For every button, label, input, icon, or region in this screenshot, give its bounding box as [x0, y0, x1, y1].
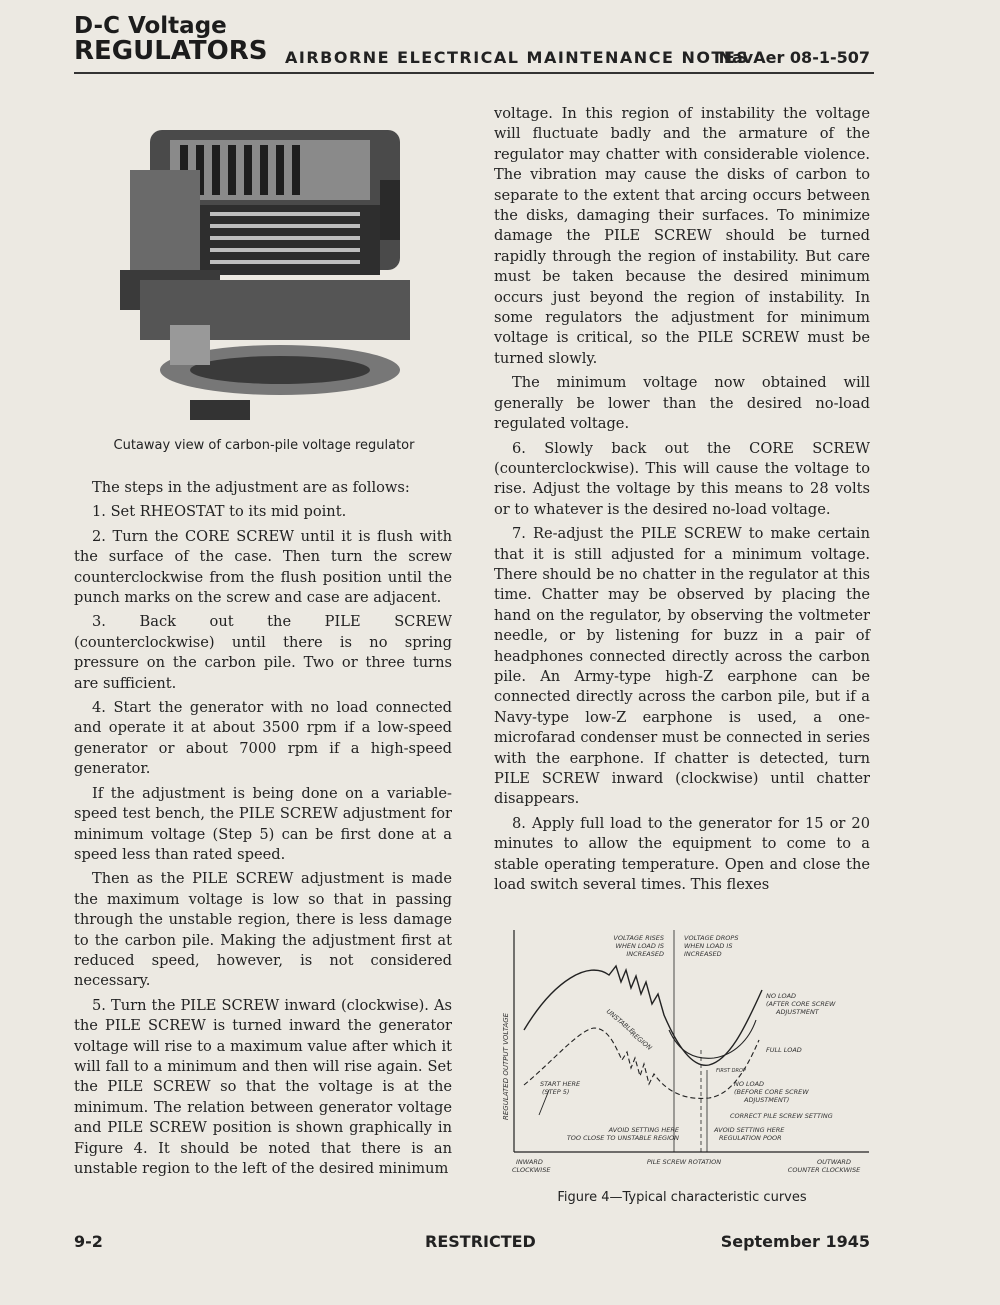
- voltage-drops-label: INCREASED: [684, 950, 722, 958]
- voltage-drops-label: VOLTAGE DROPS: [684, 934, 739, 942]
- publication-title: AIRBORNE ELECTRICAL MAINTENANCE NOTES: [285, 48, 750, 67]
- full-load-curve: [669, 1020, 756, 1058]
- paragraph: 2. Turn the CORE SCREW until it is flush with the surface of the case. Then turn the screw counterclockwise from the flush position until the punch marks on the screw and case are adjacent.: [74, 527, 452, 607]
- page-number: 9-2: [74, 1232, 103, 1251]
- section-title-line2: REGULATORS: [74, 36, 268, 66]
- x-left-label: CLOCKWISE: [512, 1166, 551, 1174]
- voltage-drops-label: WHEN LOAD IS: [684, 942, 733, 950]
- document-number: NavAer 08-1-507: [718, 48, 870, 67]
- full-load-label: FULL LOAD: [766, 1046, 802, 1054]
- paragraph: 8. Apply full load to the generator for 15 or 20 minutes to allow the equipment to come to a stable operating temperature. Open and close the load switch several times. This flexes: [494, 814, 870, 894]
- paragraph: If the adjustment is being done on a variable-speed test bench, the PILE SCREW adjustment for minimum voltage (Step 5) can be first done at a speed less than rated speed.: [74, 784, 452, 863]
- no-load-before-label: ADJUSTMENT): [744, 1096, 790, 1104]
- avoid-left-label: AVOID SETTING HERE: [608, 1126, 679, 1134]
- x-right-label: COUNTER CLOCKWISE: [787, 1166, 861, 1174]
- paragraph: 7. Re-adjust the PILE SCREW to make certain that it is still adjusted for a minimum voltage. There should be no chatter in the regulator at this time. Chatter may be observed by placing the hand on the regulator, by observing the voltmeter needle, or by listening for buzz in a pair of headphones connected directly across the carbon pile. An Army-type high-Z earphone can be connected directly across the carbon pile, but if a Navy-type low-Z earphone is used, a one-microfarad condenser must be connected in series with the earphone. If chatter is detected, turn PILE SCREW inward (clockwise) until chatter disappears.: [494, 525, 870, 808]
- classification: RESTRICTED: [425, 1232, 536, 1251]
- paragraph: The minimum voltage now obtained will generally be lower than the desired no-load regulated voltage.: [494, 374, 870, 433]
- voltage-rises-label: WHEN LOAD IS: [615, 942, 664, 950]
- right-column: [494, 104, 870, 899]
- paragraph: The steps in the adjustment are as follows:: [92, 479, 410, 496]
- no-load-after-label: (AFTER CORE SCREW: [766, 1000, 836, 1008]
- header-rule: [74, 72, 874, 74]
- section-title-line1: D-C Voltage: [74, 13, 227, 39]
- x-left-label: INWARD: [516, 1158, 543, 1166]
- unstable-region-label: UNSTABLE: [604, 1007, 636, 1036]
- start-here-label: START HERE: [540, 1080, 581, 1088]
- correct-setting-label: CORRECT PILE SCREW SETTING: [730, 1112, 833, 1120]
- x-right-label: OUTWARD: [817, 1158, 851, 1166]
- paragraph: voltage. In this region of instability the voltage will fluctuate badly and the armature of the regulator may chatter with considerable violence. The vibration may cause the disks of carbon to separate to the extent that arcing occurs between the disks, damaging their surfaces. To minimize damage the PILE SCREW should be turned rapidly through the region of instability. But care must be taken because the desired minimum occurs just beyond the region of instability. In some regulators the adjustment for minimum voltage is critical, so the PILE SCREW must be turned slowly.: [494, 105, 870, 367]
- no-load-before-label: (BEFORE CORE SCREW: [734, 1088, 809, 1096]
- publication-date: September 1945: [720, 1232, 870, 1251]
- voltage-rises-label: VOLTAGE RISES: [613, 934, 664, 942]
- paragraph: 1. Set RHEOSTAT to its mid point.: [92, 503, 347, 521]
- regulator-cutaway-photo: [110, 100, 420, 430]
- paragraph: 6. Slowly back out the CORE SCREW (counterclockwise). This will cause the voltage to rise. Adjust the voltage by this means to 28 volts or to whatever is the desired no-load voltage.: [494, 439, 870, 518]
- no-load-after-curve: [524, 966, 762, 1065]
- no-load-after-label: ADJUSTMENT: [776, 1008, 819, 1016]
- avoid-right-label: AVOID SETTING HERE: [714, 1126, 785, 1134]
- y-axis-label: REGULATED OUTPUT VOLTAGE: [502, 1012, 510, 1120]
- avoid-left-label: TOO CLOSE TO UNSTABLE REGION: [566, 1134, 679, 1142]
- figure4-caption: Figure 4—Typical characteristic curves: [557, 1190, 807, 1205]
- voltage-rises-label: INCREASED: [626, 950, 664, 958]
- unstable-region-label: REGION: [628, 1029, 654, 1052]
- photo-caption: Cutaway view of carbon-pile voltage regulator: [113, 438, 415, 453]
- characteristic-curves-diagram: [494, 920, 874, 1182]
- left-column: [74, 478, 452, 1183]
- no-load-before-label: NO LOAD: [734, 1080, 765, 1088]
- paragraph: 5. Turn the PILE SCREW inward (clockwise). As the PILE SCREW is turned inward the generator voltage will rise to a maximum value after which it will fall to a minimum and then will rise again. Set the PILE SCREW so that the voltage is at the minimum. The relation between generator voltage and PILE SCREW position is shown graphically in Figure 4. It should be noted that there is an unstable region to the left of the desired minimum: [74, 996, 452, 1177]
- x-axis-label: PILE SCREW ROTATION: [646, 1158, 722, 1166]
- section-title: [74, 14, 268, 64]
- paragraph: Then as the PILE SCREW adjustment is made the maximum voltage is low so that in passing through the unstable region, there is less damage to the carbon pile. Making the adjustment first at reduced speed, however, is not considered necessary.: [74, 870, 452, 990]
- paragraph: 3. Back out the PILE SCREW (counterclockwise) until there is no spring pressure on the carbon pile. Two or three turns are sufficient.: [74, 613, 452, 692]
- first-drop-label: FIRST DROP: [716, 1068, 746, 1074]
- no-load-after-label: NO LOAD: [766, 992, 797, 1000]
- avoid-right-label: REGULATION POOR: [719, 1134, 782, 1142]
- paragraph: 4. Start the generator with no load connected and operate it at about 3500 rpm if a low-speed generator or about 7000 rpm if a high-speed generator.: [74, 699, 452, 778]
- start-here-label: (STEP 5): [542, 1088, 570, 1096]
